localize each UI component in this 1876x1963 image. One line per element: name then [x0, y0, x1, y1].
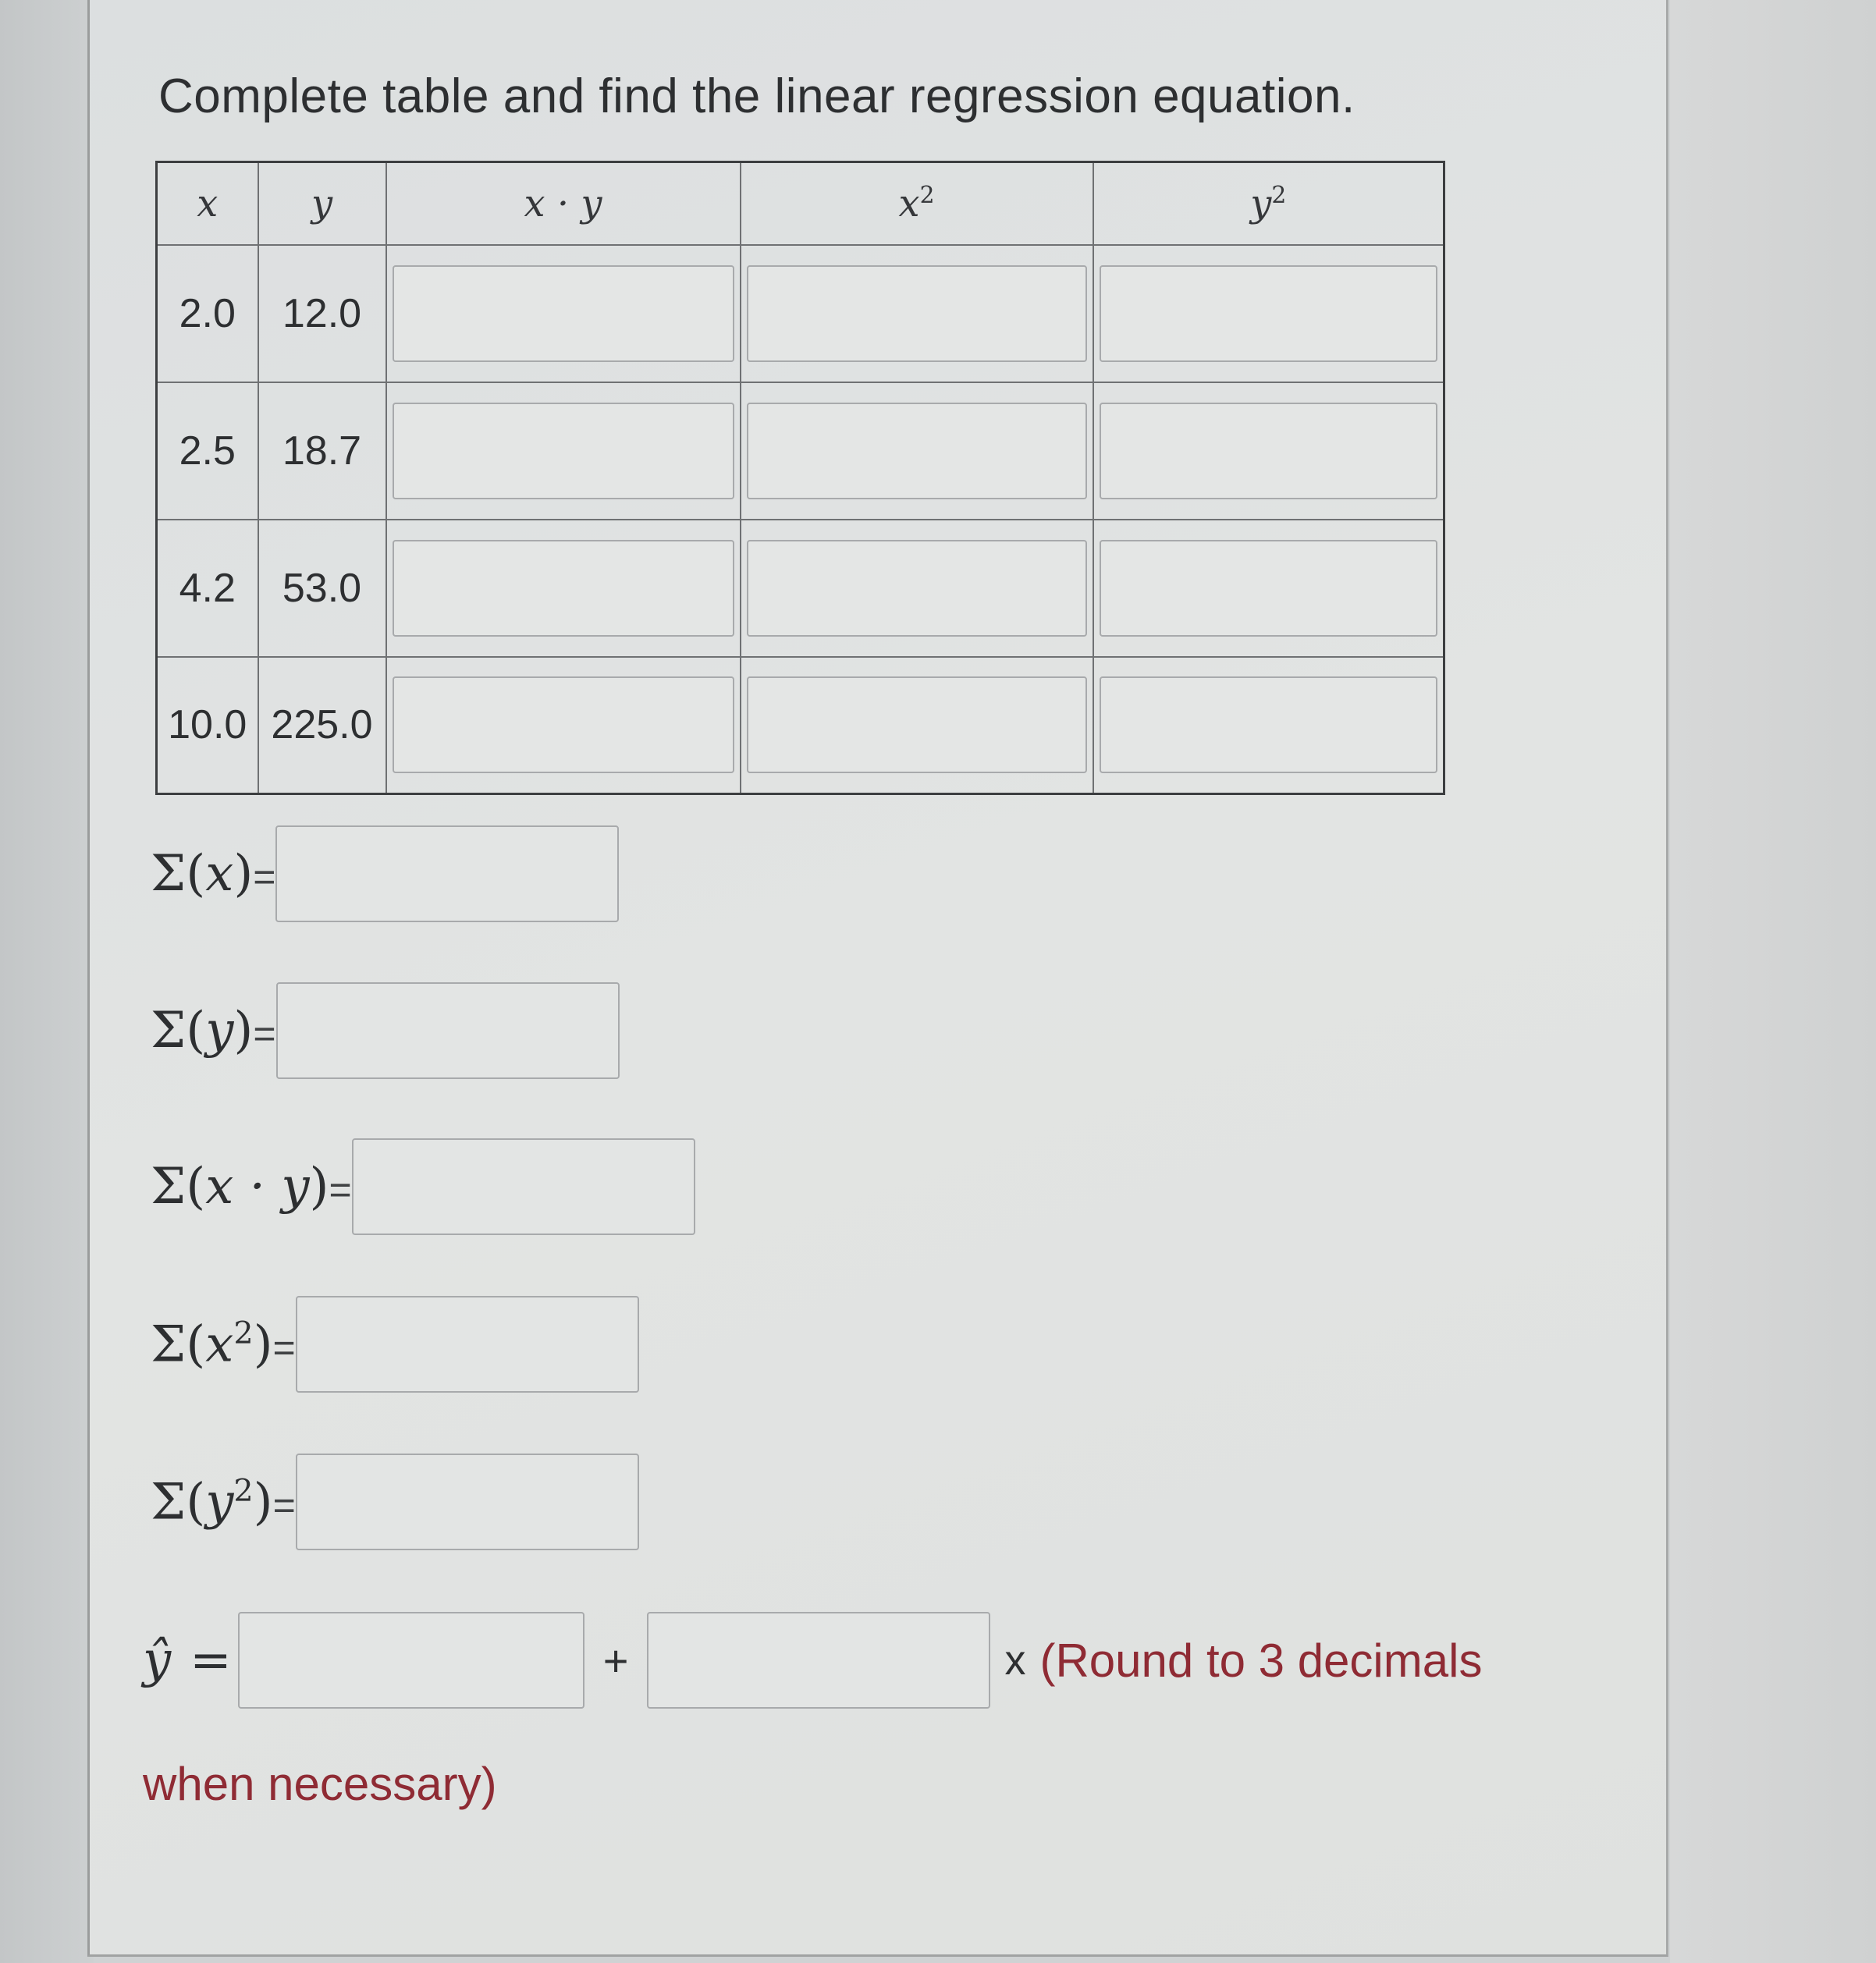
sum-x-squared-exp: 2 [233, 1315, 254, 1351]
sum-y-input[interactable] [276, 982, 620, 1079]
xy-input-row-3[interactable] [393, 540, 734, 637]
cell-x: 4.2 [157, 520, 258, 657]
cell-y-squared [1093, 657, 1444, 794]
equation-equals-sign: = [190, 1631, 232, 1689]
cell-y-squared [1093, 520, 1444, 657]
cell-xy [386, 657, 741, 794]
sum-xy-label [151, 1158, 352, 1216]
table-row [157, 520, 1444, 657]
open-paren: ( [186, 845, 206, 903]
question-panel [87, 0, 1668, 1957]
open-paren: ( [186, 1002, 206, 1060]
cell-y-squared [1093, 245, 1444, 382]
rounding-note-line-1: (Round to 3 decimals [1039, 1634, 1483, 1687]
question-title: Complete table and find the linear regression equation. [158, 69, 1355, 123]
cell-y: 12.0 [258, 245, 386, 382]
equals-sign: = [329, 1168, 352, 1212]
header-x-squared-exp: 2 [919, 181, 935, 209]
header-y-squared-exp: 2 [1271, 181, 1287, 209]
y-squared-input-row-3[interactable] [1100, 540, 1438, 637]
sum-x-row [151, 825, 619, 922]
close-paren: ) [233, 1002, 254, 1060]
sum-x-input[interactable] [275, 825, 619, 922]
cell-x-squared [741, 657, 1093, 794]
table-header-row [157, 162, 1444, 245]
close-paren: ) [253, 1473, 273, 1532]
sigma-symbol: Σ [151, 1473, 187, 1532]
header-y: y [258, 162, 386, 245]
cell-y: 53.0 [258, 520, 386, 657]
cell-xy [386, 382, 741, 520]
x-squared-input-row-1[interactable] [747, 265, 1087, 362]
table-row [157, 382, 1444, 520]
sum-x-squared-input[interactable] [296, 1296, 639, 1393]
cell-y: 18.7 [258, 382, 386, 520]
sigma-symbol: Σ [151, 1158, 187, 1216]
table-row [157, 657, 1444, 794]
cell-xy [386, 520, 741, 657]
sum-xy-input[interactable] [352, 1138, 695, 1235]
sum-y-squared-input[interactable] [296, 1454, 639, 1550]
plus-sign: + [602, 1635, 629, 1685]
sum-y-squared-exp: 2 [233, 1472, 254, 1509]
sum-y-squared-var: y [205, 1473, 234, 1532]
sum-y-row [151, 982, 620, 1079]
x-squared-input-row-2[interactable] [747, 403, 1087, 499]
cell-x-squared [741, 382, 1093, 520]
cell-xy [386, 245, 741, 382]
header-xy: x · y [386, 162, 741, 245]
sigma-symbol: Σ [151, 845, 187, 903]
x-squared-input-row-4[interactable] [747, 676, 1087, 773]
xy-input-row-2[interactable] [393, 403, 734, 499]
open-paren: ( [186, 1158, 206, 1216]
intercept-input[interactable] [238, 1612, 584, 1709]
sigma-symbol: Σ [151, 1315, 187, 1374]
cell-x: 2.0 [157, 245, 258, 382]
regression-table [155, 161, 1445, 795]
sum-x-var: x [205, 845, 234, 903]
sum-y-squared-row [151, 1454, 639, 1550]
header-y-squared-base: y [1250, 181, 1272, 225]
equation-x-variable: x [1004, 1637, 1026, 1684]
rounding-note-line-2: when necessary) [143, 1758, 497, 1810]
y-squared-input-row-2[interactable] [1100, 403, 1438, 499]
cell-x: 10.0 [157, 657, 258, 794]
sum-y-squared-label [151, 1473, 296, 1531]
open-paren: ( [186, 1315, 206, 1374]
regression-equation-row [143, 1612, 1482, 1709]
equals-sign: = [272, 1326, 296, 1370]
cell-x-squared [741, 520, 1093, 657]
equals-sign: = [253, 1012, 276, 1056]
header-x-squared-base: x [898, 181, 920, 225]
header-y-squared [1093, 162, 1444, 245]
sum-xy-row [151, 1138, 695, 1235]
open-paren: ( [186, 1473, 206, 1532]
y-squared-input-row-4[interactable] [1100, 676, 1438, 773]
xy-input-row-1[interactable] [393, 265, 734, 362]
header-x-squared [741, 162, 1093, 245]
header-x: x [157, 162, 258, 245]
cell-x-squared [741, 245, 1093, 382]
sum-y-label [151, 1002, 276, 1060]
x-squared-input-row-3[interactable] [747, 540, 1087, 637]
sum-xy-var: x · y [205, 1158, 310, 1216]
sum-x-squared-label [151, 1315, 296, 1373]
sum-x-squared-row [151, 1296, 639, 1393]
y-hat-symbol: ŷ [143, 1631, 172, 1689]
sum-y-var: y [205, 1002, 234, 1060]
background-left [0, 0, 94, 1963]
sum-x-label [151, 845, 275, 903]
background-right [1670, 0, 1876, 1963]
table-row [157, 245, 1444, 382]
close-paren: ) [309, 1158, 329, 1216]
sum-x-squared-var: x [205, 1315, 234, 1374]
cell-y-squared [1093, 382, 1444, 520]
equals-sign: = [272, 1483, 296, 1528]
close-paren: ) [233, 845, 254, 903]
sigma-symbol: Σ [151, 1002, 187, 1060]
y-squared-input-row-1[interactable] [1100, 265, 1438, 362]
cell-x: 2.5 [157, 382, 258, 520]
equals-sign: = [253, 855, 276, 899]
slope-input[interactable] [647, 1612, 990, 1709]
cell-y: 225.0 [258, 657, 386, 794]
xy-input-row-4[interactable] [393, 676, 734, 773]
close-paren: ) [253, 1315, 273, 1374]
